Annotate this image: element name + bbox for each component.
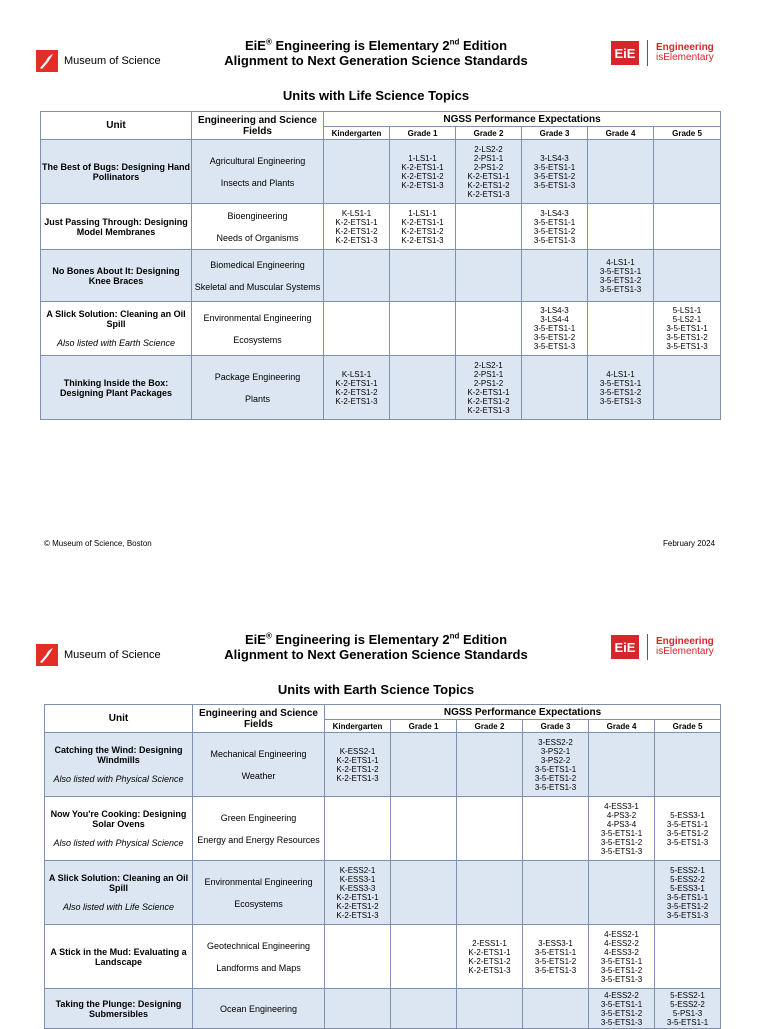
fields-cell [193,797,325,861]
expectations-cell [325,797,391,861]
fields-cell [192,250,324,302]
header-unit: Unit [45,705,193,733]
page-1 [0,38,768,558]
museum-logo [36,50,161,72]
eie-word-2: isElementary [656,646,714,657]
performance-expectation: 3-5-ETS1-1 [533,217,576,227]
performance-expectation: 3-5-ETS1-3 [600,1017,643,1027]
expectations-cell [390,302,456,356]
header-grade: Grade 2 [457,720,523,733]
expectations-cell [589,733,655,797]
expectations-cell [588,204,654,250]
expectations-cell [655,733,721,797]
unit-cell [45,925,193,989]
performance-expectation: 5-LS1-1 [672,306,702,315]
fields-cell [192,140,324,204]
science-field: Ecosystems [233,334,282,345]
performance-expectation: 4-ESS2-1 [604,929,639,939]
unit-name: A Slick Solution: Cleaning an Oil Spill [46,309,186,329]
expectations-cell [522,250,588,302]
performance-expectation: 3-5-ETS1-3 [534,782,577,792]
expectations-cell [522,204,588,250]
expectations-cell [655,861,721,925]
performance-expectation: 4-LS1-1 [606,257,635,267]
performance-expectation: 5-ESS3-1 [670,810,705,820]
unit-name: Taking the Plunge: Designing Submersibles [55,998,182,1019]
performance-expectation: 3-5-ETS1-3 [534,965,577,975]
performance-expectation: 3-5-ETS1-3 [533,342,576,351]
unit-name: The Best of Bugs: Designing Hand Pollinators [41,161,190,182]
performance-expectation: 3-5-ETS1-2 [666,901,709,911]
header-grade: Grade 2 [456,127,522,140]
performance-expectation: 3-5-ETS1-2 [533,226,576,236]
performance-expectation: K-2-ETS1-3 [467,189,510,199]
performance-expectation: 3-ESS3-1 [538,938,573,948]
performance-expectation: 3-5-ETS1-1 [600,956,643,966]
document-title [150,38,602,68]
performance-expectation: 5-ESS2-1 [670,865,705,875]
performance-expectation: 4-PS3-4 [606,819,637,829]
table-row [45,733,721,797]
expectations-cell [325,861,391,925]
expectations-cell [654,250,721,302]
expectations-cell [325,733,391,797]
eie-words [656,637,714,657]
expectations-cell [522,302,588,356]
performance-expectation: 3-5-ETS1-1 [666,892,709,902]
page-header [0,632,768,672]
performance-expectation: 2-LS2-2 [474,144,503,154]
unit-name: Catching the Wind: Designing Windmills [54,745,183,765]
performance-expectation: 3-PS2-2 [540,755,571,765]
also-listed-note: Also listed with Life Science [62,902,175,912]
performance-expectation: 3-5-ETS1-2 [533,171,576,181]
eie-logo-box: EiE [611,41,639,65]
engineering-field: Bioengineering [227,210,288,221]
table-row [41,204,721,250]
eie-logo [611,40,714,66]
performance-expectation: 5-LS2-1 [672,315,702,324]
eie-words [656,43,714,63]
engineering-field: Environmental Engineering [203,312,312,323]
expectations-cell [655,797,721,861]
title-sup: nd [449,631,460,641]
fields-cell [193,989,325,1029]
science-field: Insects and Plants [220,177,295,188]
performance-expectation: K-2-ETS1-1 [467,387,510,397]
performance-expectation: 3-5-ETS1-2 [599,387,642,397]
expectations-cell [655,989,721,1029]
science-field: Plants [244,393,270,404]
performance-expectation: 3-5-ETS1-2 [533,333,576,342]
expectations-cell [457,861,523,925]
performance-expectation: 5-PS1-3 [672,1008,703,1018]
performance-expectation: K-2-ETS1-1 [335,217,378,227]
expectations-cell [391,733,457,797]
unit-cell [41,140,192,204]
table-row [41,250,721,302]
expectations-cell [325,925,391,989]
footer-date: February 2024 [663,539,716,548]
table-row [41,140,721,204]
unit-name: Thinking Inside the Box: Designing Plant Packages [59,377,173,398]
performance-expectation: 3-5-ETS1-3 [666,837,709,847]
fields-cell [192,204,324,250]
performance-expectation: K-ESS3-3 [339,883,376,893]
performance-expectation: K-2-ETS1-2 [335,387,378,397]
performance-expectation: 3-5-ETS1-2 [666,828,709,838]
expectations-cell [324,250,390,302]
performance-expectation: 3-5-ETS1-1 [533,324,576,333]
expectations-cell [457,797,523,861]
header-grade: Kindergarten [325,720,391,733]
expectations-cell [654,140,721,204]
performance-expectation: 3-5-ETS1-2 [599,275,642,285]
expectations-cell [324,140,390,204]
performance-expectation: K-2-ETS1-1 [401,162,444,172]
eie-logo [611,634,714,660]
eie-divider [647,40,648,66]
performance-expectation: K-2-ETS1-3 [401,180,444,190]
expectations-cell [523,861,589,925]
performance-expectation: K-ESS2-1 [339,865,376,875]
title-reg: ® [265,37,272,47]
science-field: Weather [241,770,276,781]
title-eie: EiE [244,38,266,53]
header-grade: Grade 1 [391,720,457,733]
performance-expectation: K-2-ETS1-2 [336,764,379,774]
performance-expectation: 3-5-ETS1-3 [599,396,642,406]
performance-expectation: 2-ESS1-1 [472,938,507,948]
expectations-cell [457,925,523,989]
expectations-cell [390,204,456,250]
title-part-c: Edition [459,632,508,647]
performance-expectation: 3-LS4-4 [540,315,569,324]
engineering-field: Package Engineering [214,371,301,382]
performance-expectation: 3-5-ETS1-1 [666,819,709,829]
performance-expectation: 3-5-ETS1-3 [600,974,643,984]
page-2 [0,631,768,1027]
performance-expectation: 2-PS1-2 [473,378,504,388]
performance-expectation: 2-LS2-1 [474,360,503,370]
performance-expectation: 3-5-ETS1-3 [666,342,708,351]
science-field: Landforms and Maps [216,962,301,973]
expectations-cell [456,250,522,302]
expectations-cell [589,989,655,1029]
performance-expectation: 3-5-ETS1-3 [599,284,642,294]
performance-expectation: K-2-ETS1-3 [336,773,379,783]
performance-expectation: 3-5-ETS1-1 [600,999,643,1009]
expectations-cell [522,140,588,204]
header-grade: Grade 5 [654,127,721,140]
performance-expectation: 3-5-ETS1-2 [534,956,577,966]
expectations-cell [523,925,589,989]
also-listed-note: Also listed with Physical Science [53,774,184,784]
performance-expectation: 3-5-ETS1-1 [599,378,642,388]
expectations-cell [390,250,456,302]
performance-expectation: 3-ESS2-2 [538,737,573,747]
expectations-cell [391,797,457,861]
performance-expectation: 3-5-ETS1-3 [600,846,643,856]
expectations-cell [390,140,456,204]
engineering-field: Geotechnical Engineering [206,940,311,951]
header-ngss: NGSS Performance Expectations [324,112,721,127]
performance-expectation: 1-LS1-1 [408,153,437,163]
performance-expectation: K-2-ETS1-2 [401,171,444,181]
performance-expectation: K-2-ETS1-1 [335,378,378,388]
expectations-cell [588,356,654,420]
museum-name: Museum of Science [64,55,161,67]
fields-cell [192,356,324,420]
performance-expectation: K-2-ETS1-2 [336,901,379,911]
performance-expectation: 5-ESS2-2 [670,874,705,884]
expectations-cell [654,204,721,250]
fields-cell [193,733,325,797]
title-sup: nd [449,37,460,47]
performance-expectation: K-2-ETS1-2 [467,396,510,406]
performance-expectation: K-ESS2-1 [339,746,376,756]
fields-cell [193,925,325,989]
engineering-field: Mechanical Engineering [210,748,307,759]
performance-expectation: 2-PS1-1 [473,153,504,163]
also-listed-note: Also listed with Earth Science [56,338,176,348]
footer-copyright: © Museum of Science, Boston [44,539,152,548]
expectations-cell [457,989,523,1029]
expectations-cell [456,356,522,420]
expectations-cell [391,989,457,1029]
expectations-cell [456,140,522,204]
unit-name: A Stick in the Mud: Evaluating a Landscape [50,946,187,967]
title-part-b: Engineering is Elementary 2 [271,38,450,53]
science-field: Energy and Energy Resources [197,834,320,845]
performance-expectation: 3-5-ETS1-1 [533,162,576,172]
performance-expectation: 3-PS2-1 [540,746,571,756]
performance-expectation: 3-5-ETS1-2 [534,773,577,783]
header-fields: Engineering and Science Fields [193,705,325,733]
performance-expectation: 3-5-ETS1-3 [533,235,576,245]
performance-expectation: 4-PS3-2 [606,810,637,820]
eie-divider [647,634,648,660]
table-row [41,302,721,356]
performance-expectation: 3-5-ETS1-2 [666,333,708,342]
expectations-cell [522,356,588,420]
unit-cell [41,302,192,356]
document-title [150,632,602,662]
section-title: Units with Life Science Topics [282,88,470,103]
performance-expectation: 3-5-ETS1-1 [666,324,708,333]
unit-name: A Slick Solution: Cleaning an Oil Spill [48,873,189,893]
table-row [45,925,721,989]
unit-cell [41,356,192,420]
performance-expectation: 1-LS1-1 [408,208,437,218]
title-line-2: Alignment to Next Generation Science Standards [224,647,528,662]
performance-expectation: K-2-ETS1-3 [467,405,510,415]
performance-expectation: K-2-ETS1-2 [335,226,378,236]
header-grade: Grade 3 [523,720,589,733]
expectations-cell [456,302,522,356]
expectations-cell [391,925,457,989]
fields-cell [193,861,325,925]
performance-expectation: 3-5-ETS1-1 [666,1017,709,1027]
alignment-table-life-science [40,111,721,420]
expectations-cell [390,356,456,420]
title-line-2: Alignment to Next Generation Science Standards [224,53,528,68]
expectations-cell [324,302,390,356]
performance-expectation: K-2-ETS1-3 [336,910,379,920]
section-title: Units with Earth Science Topics [277,682,475,697]
unit-cell [45,733,193,797]
performance-expectation: 4-ESS2-2 [604,990,639,1000]
performance-expectation: K-2-ETS1-2 [401,226,444,236]
performance-expectation: 5-ESS3-1 [670,883,705,893]
expectations-cell [654,302,721,356]
museum-logo [36,644,161,666]
expectations-cell [391,861,457,925]
also-listed-note: Also listed with Physical Science [53,838,184,848]
performance-expectation: K-2-ETS1-1 [467,171,510,181]
science-field: Ecosystems [234,898,283,909]
performance-expectation: K-2-ETS1-3 [335,396,378,406]
museum-flame-icon [36,50,58,72]
eie-word-1: Engineering [656,636,714,647]
performance-expectation: 3-5-ETS1-2 [600,837,643,847]
performance-expectation: 5-ESS2-1 [670,990,705,1000]
engineering-field: Ocean Engineering [219,1003,298,1014]
engineering-field: Green Engineering [220,812,297,823]
expectations-cell [324,204,390,250]
performance-expectation: 3-5-ETS1-1 [534,947,577,957]
title-part-b: Engineering is Elementary 2 [271,632,450,647]
expectations-cell [523,797,589,861]
table-row [45,797,721,861]
title-reg: ® [265,631,272,641]
unit-cell [45,861,193,925]
fields-cell [192,302,324,356]
unit-cell [45,797,193,861]
expectations-cell [457,733,523,797]
performance-expectation: 3-5-ETS1-1 [600,828,643,838]
header-grade: Grade 4 [589,720,655,733]
expectations-cell [654,356,721,420]
performance-expectation: K-2-ETS1-3 [468,965,511,975]
expectations-cell [589,797,655,861]
header-fields: Engineering and Science Fields [192,112,324,140]
expectations-cell [456,204,522,250]
science-field: Skeletal and Muscular Systems [194,281,321,292]
performance-expectation: 3-5-ETS1-2 [600,1008,643,1018]
header-unit: Unit [41,112,192,140]
unit-cell [45,989,193,1029]
performance-expectation: 3-5-ETS1-3 [533,180,576,190]
performance-expectation: 4-ESS3-2 [604,947,639,957]
expectations-cell [589,861,655,925]
unit-cell [41,250,192,302]
expectations-cell [588,140,654,204]
performance-expectation: 3-LS4-3 [540,208,569,218]
eie-logo-box: EiE [611,635,639,659]
unit-name: Just Passing Through: Designing Model Membranes [44,216,188,237]
alignment-table-earth-science [44,704,721,1029]
performance-expectation: K-2-ETS1-1 [401,217,444,227]
table-row [45,989,721,1029]
performance-expectation: 5-ESS2-2 [670,999,705,1009]
museum-name: Museum of Science [64,649,161,661]
performance-expectation: K-2-ETS1-1 [336,755,379,765]
engineering-field: Agricultural Engineering [209,155,306,166]
performance-expectation: K-2-ETS1-1 [468,947,511,957]
expectations-cell [655,925,721,989]
eie-word-2: isElementary [656,52,714,63]
performance-expectation: 3-5-ETS1-1 [599,266,642,276]
performance-expectation: K-LS1-1 [341,369,372,379]
title-part-c: Edition [459,38,508,53]
performance-expectation: 3-5-ETS1-1 [534,764,577,774]
expectations-cell [324,356,390,420]
table-row [41,356,721,420]
science-field: Needs of Organisms [216,232,299,243]
engineering-field: Biomedical Engineering [210,259,305,270]
performance-expectation: 2-PS1-2 [473,162,504,172]
eie-word-1: Engineering [656,42,714,53]
table-row [45,861,721,925]
header-grade: Grade 5 [655,720,721,733]
performance-expectation: K-2-ETS1-2 [467,180,510,190]
performance-expectation: K-2-ETS1-1 [336,892,379,902]
title-eie: EiE [244,632,266,647]
unit-name: Now You're Cooking: Designing Solar Ovens [50,809,187,829]
performance-expectation: 3-LS4-3 [540,306,569,315]
expectations-cell [325,989,391,1029]
expectations-cell [589,925,655,989]
header-ngss: NGSS Performance Expectations [325,705,721,720]
expectations-cell [588,302,654,356]
performance-expectation: K-ESS3-1 [339,874,376,884]
performance-expectation: 4-ESS3-1 [604,801,639,811]
unit-cell [41,204,192,250]
performance-expectation: 3-5-ETS1-3 [666,910,709,920]
performance-expectation: K-2-ETS1-2 [468,956,511,966]
performance-expectation: K-LS1-1 [341,208,372,218]
performance-expectation: 3-5-ETS1-2 [600,965,643,975]
performance-expectation: 4-ESS2-2 [604,938,639,948]
expectations-cell [588,250,654,302]
header-grade: Kindergarten [324,127,390,140]
performance-expectation: 2-PS1-1 [473,369,504,379]
performance-expectation: 3-LS4-3 [540,153,569,163]
page-header [0,38,768,78]
expectations-cell [523,989,589,1029]
performance-expectation: 4-LS1-1 [606,369,635,379]
header-grade: Grade 3 [522,127,588,140]
museum-flame-icon [36,644,58,666]
engineering-field: Environmental Engineering [204,876,313,887]
performance-expectation: K-2-ETS1-3 [335,235,378,245]
performance-expectation: K-2-ETS1-3 [401,235,444,245]
header-grade: Grade 4 [588,127,654,140]
header-grade: Grade 1 [390,127,456,140]
expectations-cell [523,733,589,797]
unit-name: No Bones About It: Designing Knee Braces [52,265,180,286]
